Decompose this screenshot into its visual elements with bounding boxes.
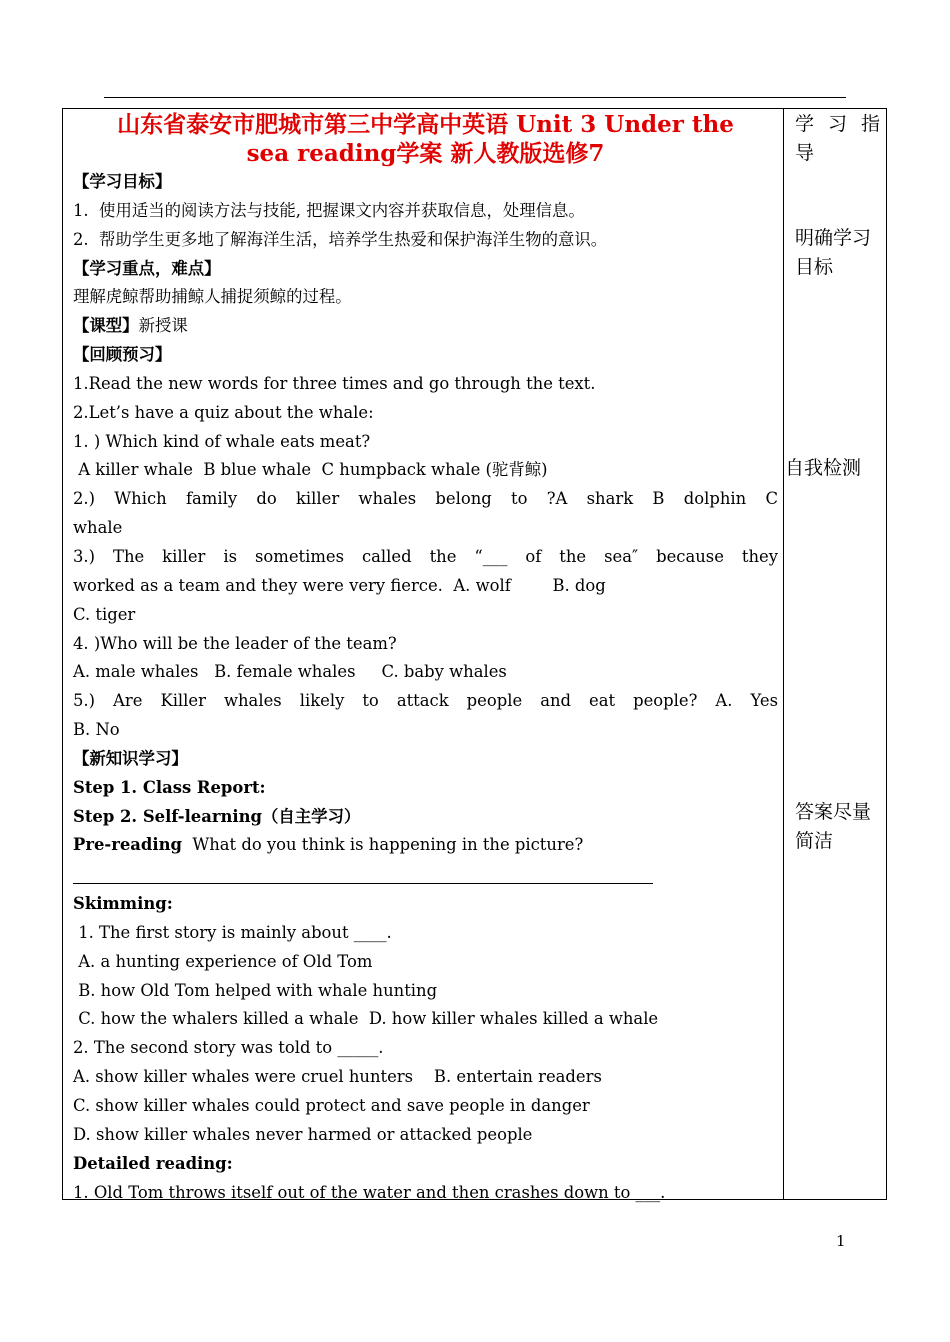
quiz-q2-cont: whale [73,518,123,538]
goals-heading: 【学习目标】 [73,172,172,191]
new-learning-heading: 【新知识学习】 [73,748,188,768]
focus-text: 理解虎鲸帮助捕鲸人捕捉须鲸的过程。 [73,287,352,307]
preview-line-2: 2.Let’s have a quiz about the whale: [73,402,374,422]
skim-q1-b: B. how Old Tom helped with whale hunting [73,980,438,1000]
quiz-q3-option-c: C. tiger [73,604,136,624]
sidebar-goal-note [795,224,880,282]
sidebar-concise-line-1: 答案尽量 [795,801,872,823]
skim-q2-ab: A. show killer whales were cruel hunters B. entertain readers [73,1067,602,1087]
skim-q1: 1. The first story is mainly about ____. [73,922,392,942]
goal-item-1: 1. 使用适当的阅读方法与技能, 把握课文内容并获取信息，处理信息。 [73,200,585,220]
skim-q2-d: D. show killer whales never harmed or attacked people [73,1124,533,1144]
skim-q1-a: A. a hunting experience of Old Tom [73,951,373,971]
sidebar-selfcheck: 自我检测 [785,457,862,479]
skimming-heading: Skimming: [73,894,173,914]
step-2: Step 2. Self-learning（自主学习） [73,806,361,826]
focus-heading: 【学习重点，难点】 [73,258,221,278]
skim-q2-c: C. show killer whales could protect and save people in danger [73,1096,590,1115]
lesson-type [73,312,778,341]
quiz-q3-cont: worked as a team and they were very fierce. A. wolf B. dog [73,575,606,595]
answer-blank-row [73,860,778,889]
sidebar-guide-line-2: 导 [795,142,815,164]
answer-blank-line [73,883,653,884]
quiz-q3: 3.) The killer is sometimes called the “___ of the sea″ because they [73,546,778,566]
main-column [73,110,778,1207]
document-title [73,110,778,168]
title-line-1: 山东省泰安市肥城市第三中学高中英语 Unit 3 Under the [117,111,734,138]
pre-reading-label: Pre-reading [73,835,182,855]
step-1: Step 1. Class Report: [73,777,266,797]
detailed-q1: 1. Old Tom throws itself out of the water and then crashes down to ___. [73,1182,666,1202]
preview-heading: 【回顾预习】 [73,345,172,365]
sidebar-goal-line-2: 目标 [795,256,834,278]
goal-item-2: 2. 帮助学生更多地了解海洋生活，培养学生热爱和保护海洋生物的意识。 [73,229,608,249]
detailed-heading: Detailed reading: [73,1153,233,1173]
skim-q1-cd: C. how the whalers killed a whale D. how killer whales killed a whale [73,1009,659,1029]
lesson-type-value: 新授课 [138,316,188,336]
quiz-q1-options: A killer whale B blue whale C humpback whale (驼背鲸) [73,460,548,480]
sidebar-goal-line-1: 明确学习 [795,227,872,249]
sidebar-guide [795,110,880,168]
pre-reading-question: What do you think is happening in the picture? [181,835,584,855]
header-rule [104,97,846,98]
quiz-q5: 5.) Are Killer whales likely to attack people and eat people? A. Yes [73,691,778,711]
quiz-q5-cont: B. No [73,720,120,740]
pre-reading [73,831,778,860]
quiz-q2: 2.) Which family do killer whales belong to ?A shark B dolphin C [73,489,778,509]
page-number: 1 [836,1232,846,1250]
quiz-q1: 1. ) Which kind of whale eats meat? [73,431,371,451]
sidebar-guide-line-1: 学 习 指 [795,113,880,135]
lesson-type-heading: 【课型】 [73,316,139,336]
sidebar-concise-line-2: 简洁 [795,830,834,852]
skim-q2: 2. The second story was told to _____. [73,1038,384,1058]
preview-line-1: 1.Read the new words for three times and go through the text. [73,373,596,393]
column-divider [783,108,784,1200]
sidebar-concise-note [795,798,880,856]
quiz-q4-options: A. male whales B. female whales C. baby whales [73,662,507,682]
title-line-2: sea reading学案 新人教版选修7 [246,140,605,167]
quiz-q4: 4. )Who will be the leader of the team? [73,633,397,653]
